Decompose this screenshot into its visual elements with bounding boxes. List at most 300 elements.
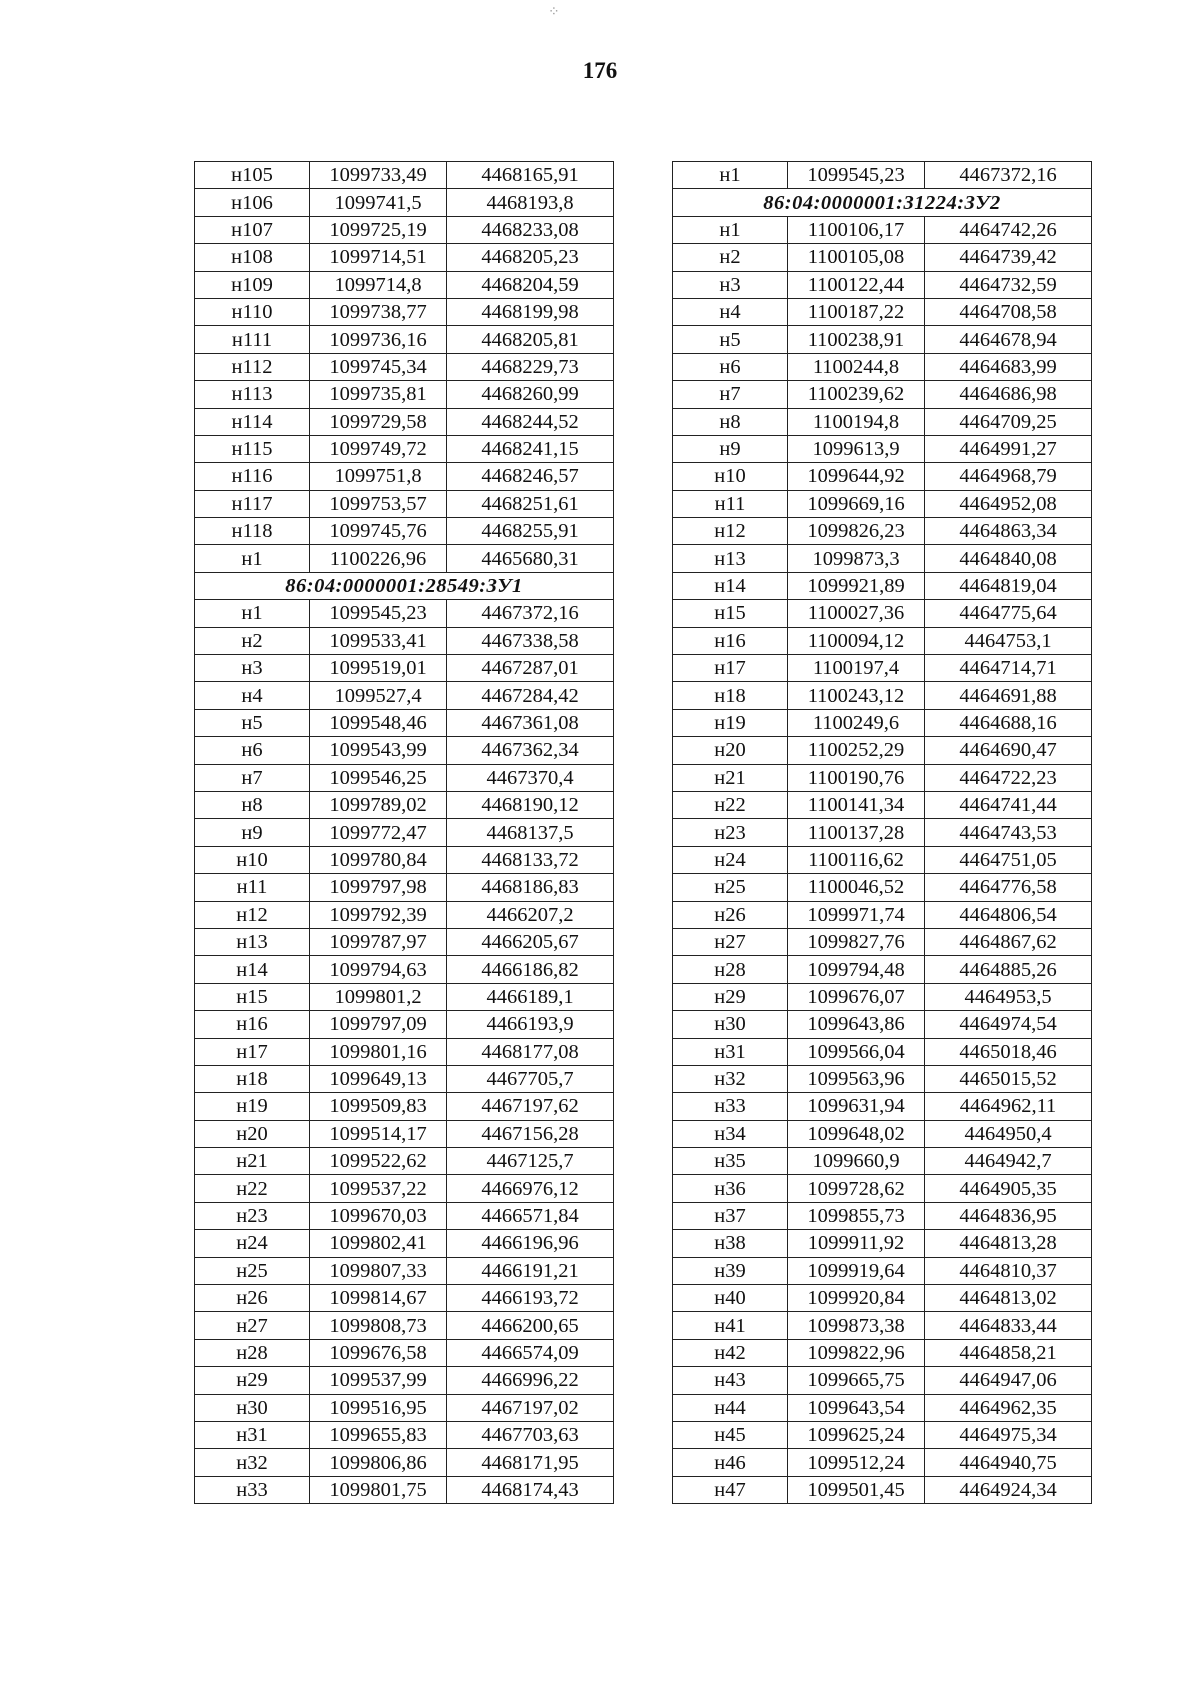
point-name: н109 — [195, 271, 310, 298]
y-coordinate: 4468205,23 — [447, 244, 614, 271]
table-row — [673, 1449, 1092, 1476]
point-name: н25 — [673, 874, 788, 901]
y-coordinate: 4466207,2 — [447, 901, 614, 928]
y-coordinate: 4466196,96 — [447, 1230, 614, 1257]
table-row — [195, 1285, 614, 1312]
x-coordinate: 1099806,86 — [310, 1449, 447, 1476]
table-row — [195, 298, 614, 325]
table-row — [195, 1394, 614, 1421]
table-row — [195, 1093, 614, 1120]
table-row — [673, 874, 1092, 901]
x-coordinate: 1100137,28 — [788, 819, 925, 846]
point-name: н4 — [673, 298, 788, 325]
x-coordinate: 1100244,8 — [788, 353, 925, 380]
x-coordinate: 1099873,38 — [788, 1312, 925, 1339]
x-coordinate: 1099733,49 — [310, 162, 447, 189]
x-coordinate: 1099729,58 — [310, 408, 447, 435]
table-row — [673, 1421, 1092, 1448]
table-row — [673, 545, 1092, 572]
point-name: н9 — [195, 819, 310, 846]
y-coordinate: 4464953,5 — [925, 983, 1092, 1010]
table-row — [673, 1038, 1092, 1065]
y-coordinate: 4468193,8 — [447, 189, 614, 216]
table-row — [195, 874, 614, 901]
point-name: н107 — [195, 216, 310, 243]
table-row — [673, 572, 1092, 599]
point-name: н1 — [195, 545, 310, 572]
point-name: н27 — [195, 1312, 310, 1339]
y-coordinate: 4466189,1 — [447, 983, 614, 1010]
y-coordinate: 4468251,61 — [447, 490, 614, 517]
table-row — [673, 353, 1092, 380]
y-coordinate: 4466193,9 — [447, 1011, 614, 1038]
y-coordinate: 4464968,79 — [925, 463, 1092, 490]
point-name: н1 — [673, 162, 788, 189]
y-coordinate: 4468133,72 — [447, 846, 614, 873]
table-row — [673, 901, 1092, 928]
point-name: н10 — [195, 846, 310, 873]
point-name: н18 — [195, 1065, 310, 1092]
x-coordinate: 1099514,17 — [310, 1120, 447, 1147]
y-coordinate: 4464952,08 — [925, 490, 1092, 517]
table-row — [195, 326, 614, 353]
point-name: н5 — [673, 326, 788, 353]
table-row — [673, 408, 1092, 435]
y-coordinate: 4464867,62 — [925, 928, 1092, 955]
table-row — [195, 435, 614, 462]
y-coordinate: 4464722,23 — [925, 764, 1092, 791]
table-row — [195, 764, 614, 791]
point-name: н12 — [673, 518, 788, 545]
table-row — [673, 1312, 1092, 1339]
x-coordinate: 1100249,6 — [788, 709, 925, 736]
x-coordinate: 1099644,92 — [788, 463, 925, 490]
y-coordinate: 4465680,31 — [447, 545, 614, 572]
coordinates-table-left — [194, 161, 614, 1504]
x-coordinate: 1099802,41 — [310, 1230, 447, 1257]
point-name: н17 — [673, 655, 788, 682]
table-row — [673, 463, 1092, 490]
table-row — [195, 1230, 614, 1257]
x-coordinate: 1100027,36 — [788, 600, 925, 627]
x-coordinate: 1099797,98 — [310, 874, 447, 901]
point-name: н20 — [195, 1120, 310, 1147]
point-name: н12 — [195, 901, 310, 928]
table-row — [673, 1093, 1092, 1120]
table-row — [195, 1421, 614, 1448]
y-coordinate: 4464991,27 — [925, 435, 1092, 462]
table-row — [673, 518, 1092, 545]
y-coordinate: 4468204,59 — [447, 271, 614, 298]
table-row — [195, 1011, 614, 1038]
table-body-right — [673, 162, 1092, 1504]
point-name: н9 — [673, 435, 788, 462]
point-name: н17 — [195, 1038, 310, 1065]
point-name: н10 — [673, 463, 788, 490]
table-row — [195, 1175, 614, 1202]
table-row — [195, 709, 614, 736]
x-coordinate: 1099643,54 — [788, 1394, 925, 1421]
y-coordinate: 4464714,71 — [925, 655, 1092, 682]
x-coordinate: 1100239,62 — [788, 381, 925, 408]
table-row — [195, 189, 614, 216]
x-coordinate: 1099676,58 — [310, 1339, 447, 1366]
x-coordinate: 1099801,75 — [310, 1476, 447, 1503]
x-coordinate: 1099753,57 — [310, 490, 447, 517]
x-coordinate: 1099801,16 — [310, 1038, 447, 1065]
x-coordinate: 1099566,04 — [788, 1038, 925, 1065]
point-name: н27 — [673, 928, 788, 955]
x-coordinate: 1099519,01 — [310, 655, 447, 682]
x-coordinate: 1099738,77 — [310, 298, 447, 325]
y-coordinate: 4464975,34 — [925, 1421, 1092, 1448]
point-name: н14 — [673, 572, 788, 599]
y-coordinate: 4467370,4 — [447, 764, 614, 791]
y-coordinate: 4464709,25 — [925, 408, 1092, 435]
point-name: н26 — [195, 1285, 310, 1312]
table-row — [195, 1312, 614, 1339]
table-row — [195, 381, 614, 408]
table-row — [195, 901, 614, 928]
point-name: н1 — [673, 216, 788, 243]
x-coordinate: 1100252,29 — [788, 737, 925, 764]
table-row — [673, 1230, 1092, 1257]
point-name: н40 — [673, 1285, 788, 1312]
x-coordinate: 1099516,95 — [310, 1394, 447, 1421]
point-name: н46 — [673, 1449, 788, 1476]
y-coordinate: 4464691,88 — [925, 682, 1092, 709]
x-coordinate: 1099643,86 — [788, 1011, 925, 1038]
y-coordinate: 4464905,35 — [925, 1175, 1092, 1202]
y-coordinate: 4467125,7 — [447, 1148, 614, 1175]
y-coordinate: 4467284,42 — [447, 682, 614, 709]
x-coordinate: 1099714,51 — [310, 244, 447, 271]
point-name: н13 — [673, 545, 788, 572]
point-name: н18 — [673, 682, 788, 709]
y-coordinate: 4467156,28 — [447, 1120, 614, 1147]
y-coordinate: 4464962,11 — [925, 1093, 1092, 1120]
x-coordinate: 1099745,34 — [310, 353, 447, 380]
table-row — [673, 791, 1092, 818]
table-row — [673, 1285, 1092, 1312]
x-coordinate: 1099792,39 — [310, 901, 447, 928]
point-name: н25 — [195, 1257, 310, 1284]
x-coordinate: 1099919,64 — [788, 1257, 925, 1284]
point-name: н115 — [195, 435, 310, 462]
y-coordinate: 4464947,06 — [925, 1367, 1092, 1394]
point-name: н35 — [673, 1148, 788, 1175]
x-coordinate: 1099563,96 — [788, 1065, 925, 1092]
x-coordinate: 1099741,5 — [310, 189, 447, 216]
table-row — [673, 244, 1092, 271]
table-row — [673, 1175, 1092, 1202]
point-name: н2 — [673, 244, 788, 271]
x-coordinate: 1099751,8 — [310, 463, 447, 490]
table-row — [195, 353, 614, 380]
y-coordinate: 4464806,54 — [925, 901, 1092, 928]
table-row — [673, 1202, 1092, 1229]
point-name: н24 — [673, 846, 788, 873]
point-name: н42 — [673, 1339, 788, 1366]
cadastral-number: 86:04:0000001:28549:ЗУ1 — [195, 572, 614, 599]
y-coordinate: 4466976,12 — [447, 1175, 614, 1202]
point-name: н36 — [673, 1175, 788, 1202]
point-name: н106 — [195, 189, 310, 216]
y-coordinate: 4464863,34 — [925, 518, 1092, 545]
y-coordinate: 4464678,94 — [925, 326, 1092, 353]
point-name: н111 — [195, 326, 310, 353]
y-coordinate: 4466193,72 — [447, 1285, 614, 1312]
table-row — [195, 1120, 614, 1147]
table-row — [673, 490, 1092, 517]
point-name: н29 — [673, 983, 788, 1010]
x-coordinate: 1100094,12 — [788, 627, 925, 654]
y-coordinate: 4467362,34 — [447, 737, 614, 764]
x-coordinate: 1099660,9 — [788, 1148, 925, 1175]
y-coordinate: 4468244,52 — [447, 408, 614, 435]
y-coordinate: 4466200,65 — [447, 1312, 614, 1339]
table-row — [673, 627, 1092, 654]
point-name: н33 — [195, 1476, 310, 1503]
point-name: н15 — [195, 983, 310, 1010]
table-row — [195, 791, 614, 818]
point-name: н24 — [195, 1230, 310, 1257]
x-coordinate: 1099780,84 — [310, 846, 447, 873]
x-coordinate: 1099794,48 — [788, 956, 925, 983]
y-coordinate: 4468255,91 — [447, 518, 614, 545]
table-row — [195, 1038, 614, 1065]
x-coordinate: 1099794,63 — [310, 956, 447, 983]
table-row — [195, 928, 614, 955]
table-row — [195, 1476, 614, 1503]
point-name: н26 — [673, 901, 788, 928]
y-coordinate: 4464813,28 — [925, 1230, 1092, 1257]
y-coordinate: 4467338,58 — [447, 627, 614, 654]
x-coordinate: 1099745,76 — [310, 518, 447, 545]
y-coordinate: 4464683,99 — [925, 353, 1092, 380]
y-coordinate: 4464741,44 — [925, 791, 1092, 818]
point-name: н31 — [195, 1421, 310, 1448]
point-name: н5 — [195, 709, 310, 736]
point-name: н45 — [673, 1421, 788, 1448]
point-name: н15 — [673, 600, 788, 627]
table-row — [195, 600, 614, 627]
x-coordinate: 1099814,67 — [310, 1285, 447, 1312]
y-coordinate: 4468186,83 — [447, 874, 614, 901]
y-coordinate: 4467703,63 — [447, 1421, 614, 1448]
table-row — [673, 682, 1092, 709]
y-coordinate: 4467361,08 — [447, 709, 614, 736]
table-row — [195, 1367, 614, 1394]
point-name: н114 — [195, 408, 310, 435]
y-coordinate: 4468165,91 — [447, 162, 614, 189]
y-coordinate: 4464739,42 — [925, 244, 1092, 271]
x-coordinate: 1099512,24 — [788, 1449, 925, 1476]
x-coordinate: 1100226,96 — [310, 545, 447, 572]
table-body-left — [195, 162, 614, 1504]
point-name: н16 — [195, 1011, 310, 1038]
point-name: н11 — [673, 490, 788, 517]
table-row — [195, 1148, 614, 1175]
x-coordinate: 1099920,84 — [788, 1285, 925, 1312]
point-name: н44 — [673, 1394, 788, 1421]
y-coordinate: 4464974,54 — [925, 1011, 1092, 1038]
x-coordinate: 1099822,96 — [788, 1339, 925, 1366]
point-name: н22 — [673, 791, 788, 818]
y-coordinate: 4464942,7 — [925, 1148, 1092, 1175]
point-name: н33 — [673, 1093, 788, 1120]
table-row — [195, 408, 614, 435]
x-coordinate: 1099873,3 — [788, 545, 925, 572]
x-coordinate: 1099735,81 — [310, 381, 447, 408]
y-coordinate: 4464751,05 — [925, 846, 1092, 873]
x-coordinate: 1099772,47 — [310, 819, 447, 846]
page-number: 176 — [582, 58, 618, 83]
y-coordinate: 4466191,21 — [447, 1257, 614, 1284]
x-coordinate: 1099728,62 — [788, 1175, 925, 1202]
point-name: н6 — [195, 737, 310, 764]
point-name: н21 — [195, 1148, 310, 1175]
point-name: н30 — [673, 1011, 788, 1038]
y-coordinate: 4467197,02 — [447, 1394, 614, 1421]
x-coordinate: 1099546,25 — [310, 764, 447, 791]
table-row — [195, 627, 614, 654]
table-row — [195, 819, 614, 846]
y-coordinate: 4466571,84 — [447, 1202, 614, 1229]
table-row — [673, 600, 1092, 627]
table-row — [673, 298, 1092, 325]
y-coordinate: 4468171,95 — [447, 1449, 614, 1476]
point-name: н28 — [673, 956, 788, 983]
y-coordinate: 4468229,73 — [447, 353, 614, 380]
y-coordinate: 4465015,52 — [925, 1065, 1092, 1092]
x-coordinate: 1099648,02 — [788, 1120, 925, 1147]
point-name: н21 — [673, 764, 788, 791]
y-coordinate: 4464836,95 — [925, 1202, 1092, 1229]
y-coordinate: 4468205,81 — [447, 326, 614, 353]
table-row — [195, 846, 614, 873]
point-name: н16 — [673, 627, 788, 654]
point-name: н23 — [673, 819, 788, 846]
x-coordinate: 1100190,76 — [788, 764, 925, 791]
table-row — [673, 381, 1092, 408]
table-row — [195, 490, 614, 517]
point-name: н22 — [195, 1175, 310, 1202]
y-coordinate: 4464688,16 — [925, 709, 1092, 736]
table-row — [195, 244, 614, 271]
y-coordinate: 4467705,7 — [447, 1065, 614, 1092]
y-coordinate: 4468190,12 — [447, 791, 614, 818]
x-coordinate: 1099649,13 — [310, 1065, 447, 1092]
y-coordinate: 4467372,16 — [925, 162, 1092, 189]
point-name: н6 — [673, 353, 788, 380]
table-row — [673, 764, 1092, 791]
x-coordinate: 1100046,52 — [788, 874, 925, 901]
x-coordinate: 1100105,08 — [788, 244, 925, 271]
x-coordinate: 1099676,07 — [788, 983, 925, 1010]
point-name: н8 — [673, 408, 788, 435]
table-row — [195, 545, 614, 572]
y-coordinate: 4468246,57 — [447, 463, 614, 490]
point-name: н118 — [195, 518, 310, 545]
table-row — [195, 655, 614, 682]
point-name: н116 — [195, 463, 310, 490]
x-coordinate: 1099522,62 — [310, 1148, 447, 1175]
x-coordinate: 1100141,34 — [788, 791, 925, 818]
table-row — [673, 326, 1092, 353]
y-coordinate: 4464753,1 — [925, 627, 1092, 654]
y-coordinate: 4468177,08 — [447, 1038, 614, 1065]
table-row — [673, 655, 1092, 682]
table-row — [673, 1120, 1092, 1147]
y-coordinate: 4464950,4 — [925, 1120, 1092, 1147]
table-row — [673, 819, 1092, 846]
x-coordinate: 1100194,8 — [788, 408, 925, 435]
x-coordinate: 1099545,23 — [788, 162, 925, 189]
table-row — [195, 1339, 614, 1366]
x-coordinate: 1099655,83 — [310, 1421, 447, 1448]
x-coordinate: 1099501,45 — [788, 1476, 925, 1503]
point-name: н11 — [195, 874, 310, 901]
table-row — [673, 928, 1092, 955]
point-name: н110 — [195, 298, 310, 325]
table-row — [673, 1257, 1092, 1284]
table-row — [673, 1367, 1092, 1394]
table-row — [673, 162, 1092, 189]
table-row — [673, 709, 1092, 736]
x-coordinate: 1099787,97 — [310, 928, 447, 955]
y-coordinate: 4467287,01 — [447, 655, 614, 682]
point-name: н37 — [673, 1202, 788, 1229]
y-coordinate: 4464833,44 — [925, 1312, 1092, 1339]
point-name: н13 — [195, 928, 310, 955]
table-row — [195, 271, 614, 298]
table-row — [195, 216, 614, 243]
x-coordinate: 1099725,19 — [310, 216, 447, 243]
table-row — [195, 1202, 614, 1229]
section-header-row — [195, 572, 614, 599]
cadastral-number: 86:04:0000001:31224:ЗУ2 — [673, 189, 1092, 216]
x-coordinate: 1099548,46 — [310, 709, 447, 736]
table-row — [195, 983, 614, 1010]
point-name: н38 — [673, 1230, 788, 1257]
x-coordinate: 1099911,92 — [788, 1230, 925, 1257]
point-name: н23 — [195, 1202, 310, 1229]
table-row — [673, 1339, 1092, 1366]
table-row — [195, 1065, 614, 1092]
y-coordinate: 4464743,53 — [925, 819, 1092, 846]
x-coordinate: 1099670,03 — [310, 1202, 447, 1229]
x-coordinate: 1099971,74 — [788, 901, 925, 928]
point-name: н29 — [195, 1367, 310, 1394]
y-coordinate: 4464962,35 — [925, 1394, 1092, 1421]
point-name: н4 — [195, 682, 310, 709]
y-coordinate: 4464813,02 — [925, 1285, 1092, 1312]
x-coordinate: 1099826,23 — [788, 518, 925, 545]
point-name: н14 — [195, 956, 310, 983]
point-name: н1 — [195, 600, 310, 627]
x-coordinate: 1099543,99 — [310, 737, 447, 764]
table-row — [673, 737, 1092, 764]
x-coordinate: 1100116,62 — [788, 846, 925, 873]
x-coordinate: 1099613,9 — [788, 435, 925, 462]
x-coordinate: 1099827,76 — [788, 928, 925, 955]
point-name: н112 — [195, 353, 310, 380]
point-name: н32 — [673, 1065, 788, 1092]
point-name: н105 — [195, 162, 310, 189]
table-row — [673, 1065, 1092, 1092]
x-coordinate: 1100238,91 — [788, 326, 925, 353]
